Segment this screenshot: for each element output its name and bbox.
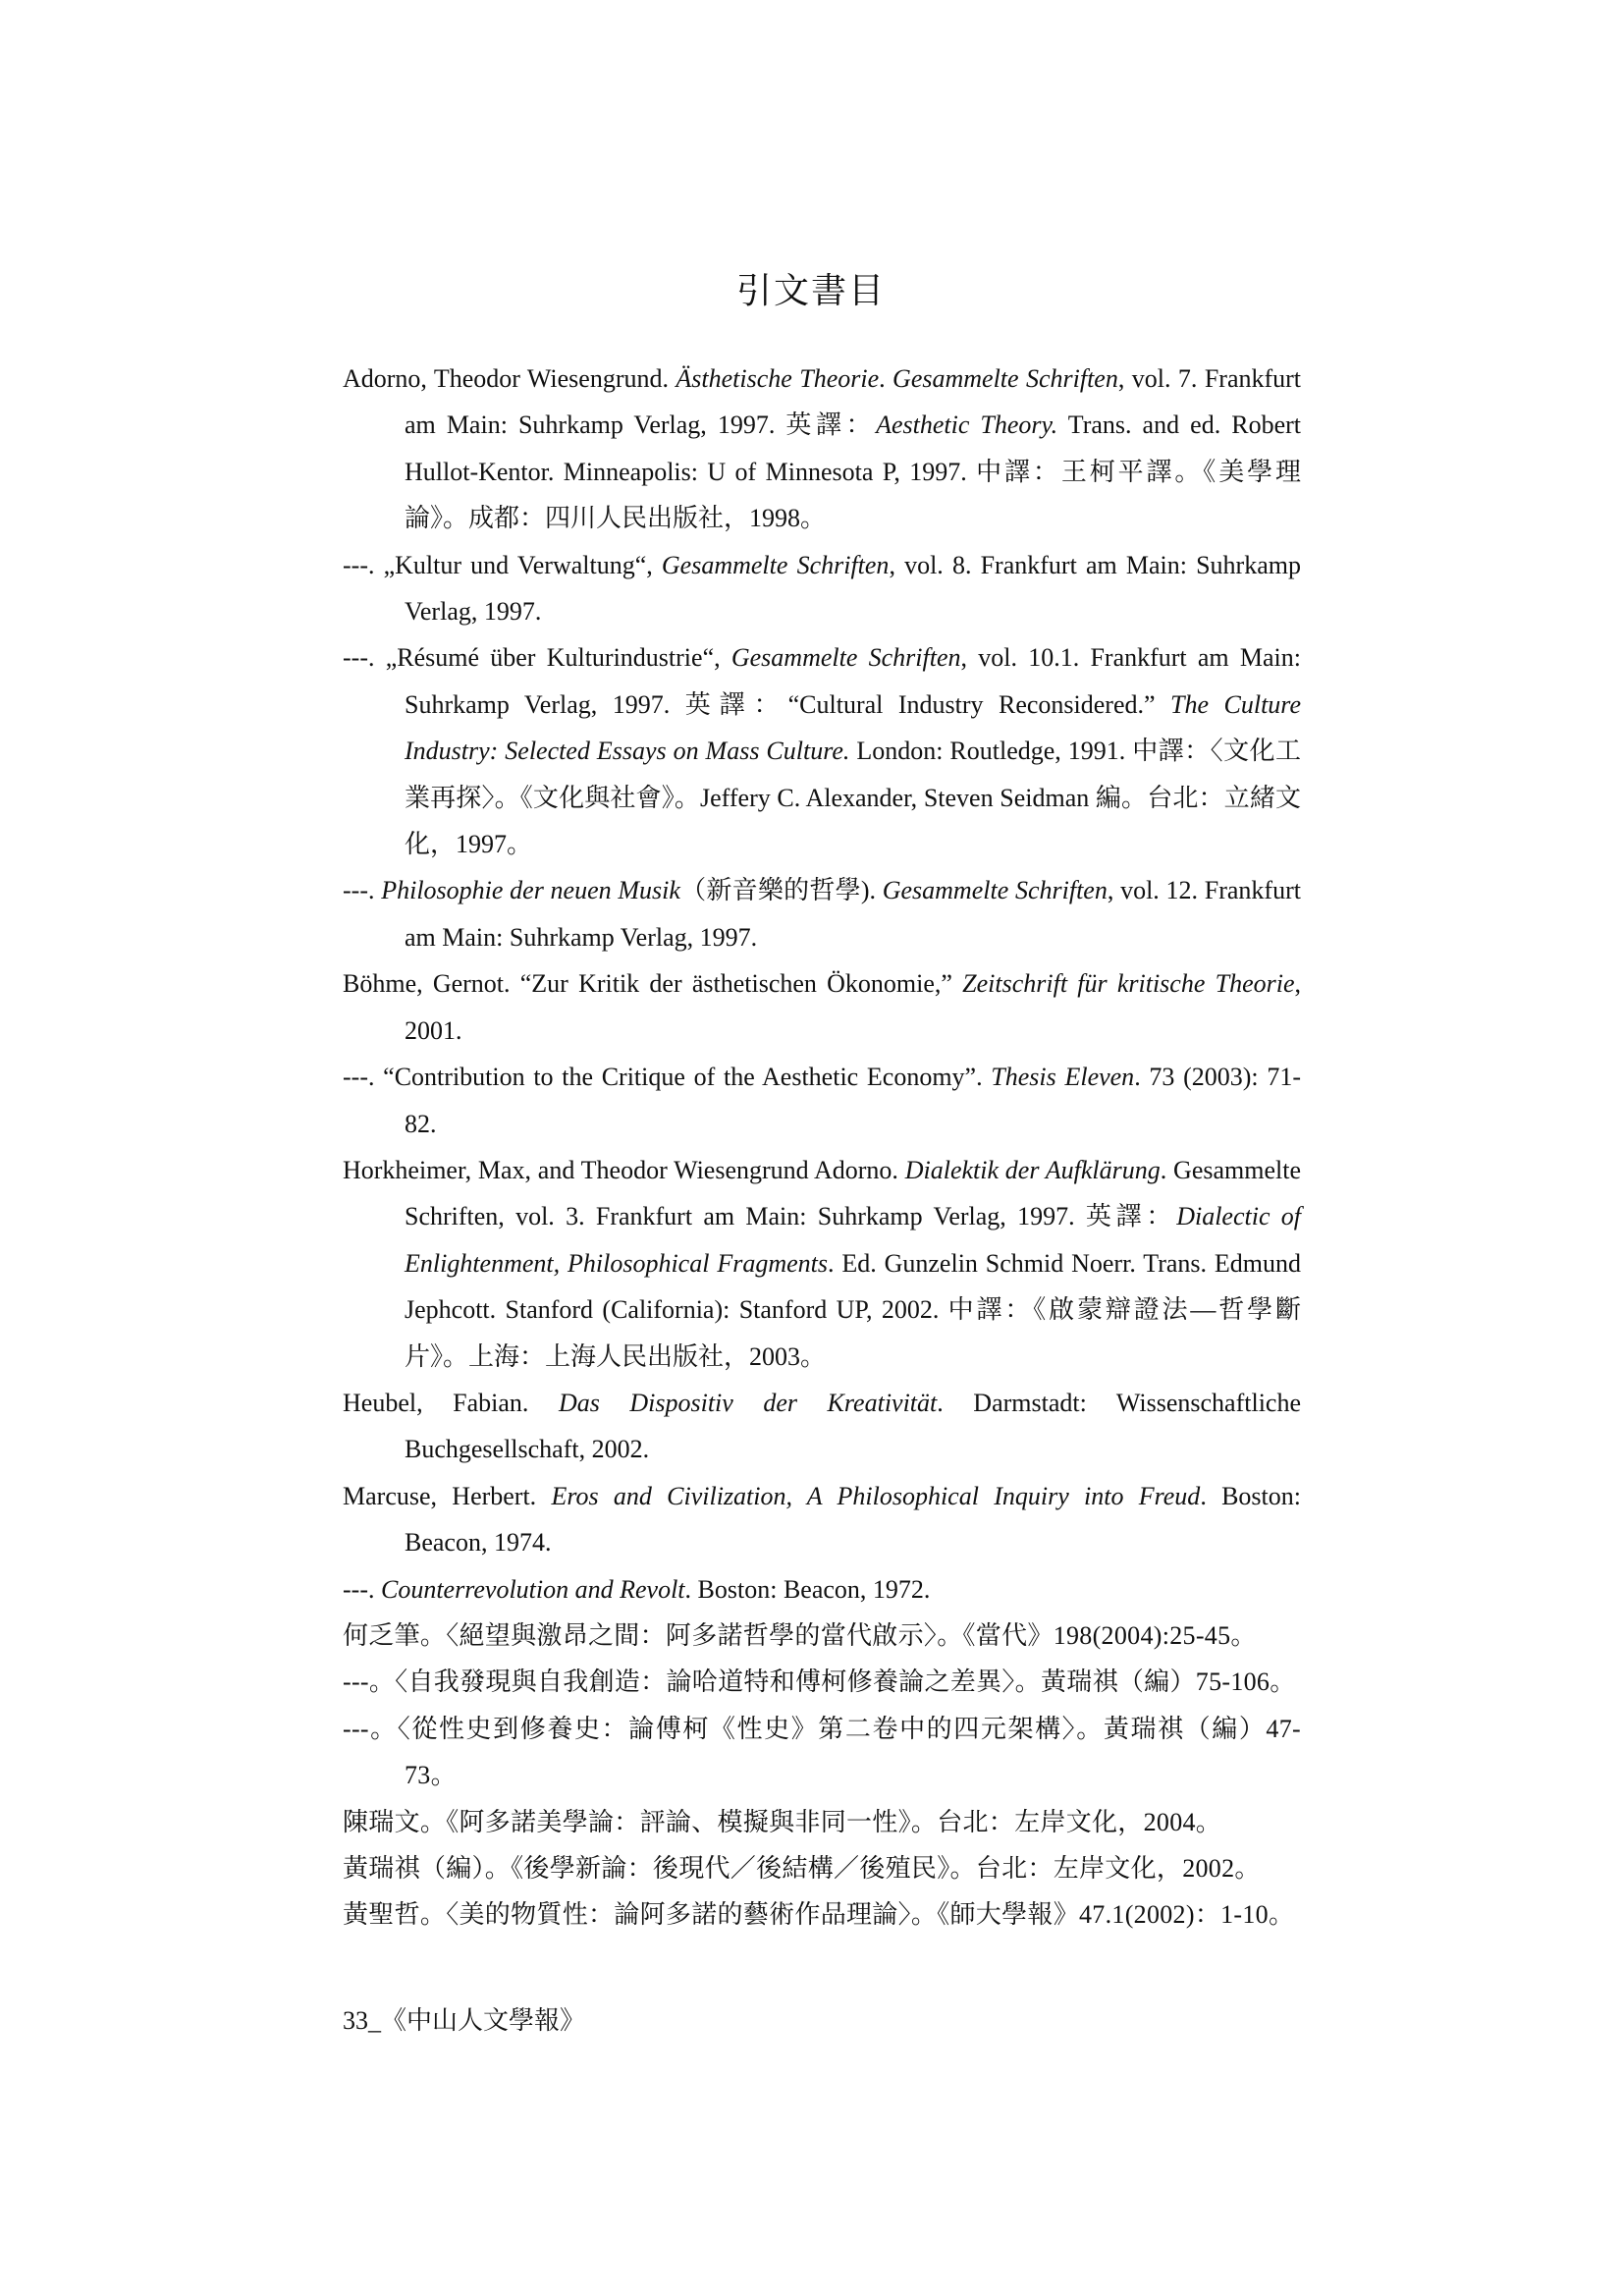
reference-text: 黃瑞祺（編）。《後學新論：後現代／後結構／後殖民》。台北：左岸文化，2002。	[343, 1854, 1261, 1883]
reference-entry	[343, 1706, 1301, 1799]
bibliography-list	[343, 355, 1301, 1939]
reference-title: Gesammelte Schriften	[730, 643, 961, 673]
reference-text: ---.	[343, 1574, 381, 1604]
reference-title: Dialektik der Aufklärung	[904, 1155, 1161, 1184]
reference-text: . Ed. Gunzelin Schmid Noerr. Trans. Edmund Jephcott. Stanford (California): Stanford UP, 2002. 中譯：《啟蒙辯證法—哲學斷片》。上海：上海人民出版社，2003。	[405, 1248, 1301, 1371]
reference-entry	[343, 1659, 1301, 1705]
reference-title: Gesammelte Schriften	[882, 876, 1108, 905]
reference-title: Aesthetic Theory.	[876, 410, 1058, 440]
reference-entry	[343, 1054, 1301, 1147]
reference-entry	[343, 1473, 1301, 1566]
reference-text: ---. “Contribution to the Critique of the Aesthetic Economy”.	[343, 1063, 992, 1092]
reference-title: Dialectic of Enlightenment, Philosophical Fragments	[405, 1202, 1301, 1278]
reference-text: Marcuse, Herbert.	[343, 1481, 552, 1510]
page-title: 引文書目	[735, 271, 886, 310]
reference-text: , vol. 7. Frankfurt am Main: Suhrkamp Verlag, 1997. 英譯：	[405, 364, 1302, 440]
reference-text: . 73 (2003): 71-82.	[405, 1063, 1301, 1138]
reference-entry	[343, 542, 1301, 635]
reference-entry	[343, 1799, 1301, 1845]
reference-text: . Boston: Beacon, 1974.	[405, 1481, 1301, 1558]
reference-entry	[343, 1566, 1301, 1613]
reference-entry	[343, 960, 1301, 1054]
reference-entry	[343, 355, 1301, 542]
reference-text: Heubel, Fabian.	[343, 1388, 559, 1417]
reference-text: ---.	[343, 876, 382, 905]
reference-text: Böhme, Gernot. “Zur Kritik der ästhetischen Ökonomie,”	[343, 969, 963, 999]
reference-title: Ästhetische Theorie	[676, 364, 880, 393]
reference-title: Philosophie der neuen Musik	[381, 876, 680, 905]
reference-title: Thesis Eleven	[991, 1063, 1135, 1092]
reference-entry	[343, 1380, 1301, 1473]
reference-entry	[343, 634, 1301, 867]
reference-text: 陳瑞文。《阿多諾美學論：評論、模擬與非同一性》。台北：左岸文化，2004。	[343, 1807, 1222, 1836]
reference-title: The Culture Industry: Selected Essays on Mass Culture.	[405, 689, 1301, 766]
reference-text: . Darmstadt: Wissenschaftliche Buchgesellschaft, 2002.	[405, 1388, 1302, 1464]
reference-text: ---。〈自我發現與自我創造：論哈道特和傅柯修養論之差異〉。黃瑞祺（編）75-106。	[343, 1667, 1296, 1697]
reference-text: 黃聖哲。〈美的物質性：論阿多諾的藝術作品理論〉。《師大學報》47.1(2002)：1-10。	[343, 1900, 1295, 1930]
reference-text: Trans. and ed. Robert Hullot-Kentor. Minneapolis: U of Minnesota P, 1997. 中譯：王柯平譯。《美學理論》。成都：四川人民出版社，1998。	[405, 410, 1302, 533]
reference-text: London: Routledge, 1991. 中譯：〈文化工業再探〉。《文化與社會》。Jeffery C. Alexander, Steven Seidman 編。台北：立緒文化，1997。	[405, 737, 1301, 859]
reference-title: Eros and Civilization, A Philosophical Inquiry into Freud	[551, 1481, 1201, 1510]
reference-title: Gesammelte Schriften	[892, 364, 1118, 393]
reference-title: Counterrevolution and Revolt	[380, 1574, 685, 1604]
reference-entry	[343, 1613, 1301, 1659]
reference-text: , 2001.	[405, 969, 1301, 1045]
reference-text: . Boston: Beacon, 1972.	[684, 1574, 931, 1604]
reference-title: Gesammelte Schriften	[661, 550, 890, 579]
reference-title: Zeitschrift für kritische Theorie	[962, 969, 1295, 999]
reference-text: Horkheimer, Max, and Theodor Wiesengrund Adorno.	[343, 1155, 905, 1184]
reference-title: Das Dispositiv der Kreativität	[558, 1388, 938, 1417]
reference-entry	[343, 1147, 1301, 1380]
reference-entry	[343, 867, 1301, 960]
reference-text: ---。〈從性史到修養史：論傅柯《性史》第二卷中的四元架構〉。黃瑞祺（編）47-73。	[343, 1714, 1301, 1790]
reference-text: （新音樂的哲學).	[679, 876, 883, 905]
reference-text: Adorno, Theodor Wiesengrund.	[343, 364, 676, 393]
reference-text: , vol. 8. Frankfurt am Main: Suhrkamp Verlag, 1997.	[405, 550, 1301, 627]
reference-text: ---. „Résumé über Kulturindustrie“,	[343, 643, 731, 673]
reference-entry	[343, 1891, 1301, 1938]
reference-text: , vol. 10.1. Frankfurt am Main: Suhrkamp Verlag, 1997. 英譯：“Cultural Industry Reconsidered.”	[405, 643, 1302, 719]
reference-text: .	[879, 364, 893, 393]
reference-entry	[343, 1845, 1301, 1891]
page-footer: 33_《中山人文學報》	[343, 2006, 586, 2035]
reference-text: ---. „Kultur und Verwaltung“,	[343, 550, 662, 579]
reference-text: . Gesammelte Schriften, vol. 3. Frankfurt am Main: Suhrkamp Verlag, 1997. 英譯：	[405, 1155, 1302, 1231]
reference-text: 何乏筆。〈絕望與激昂之間：阿多諾哲學的當代啟示〉。《當代》198(2004):25-45。	[343, 1620, 1257, 1650]
reference-text: , vol. 12. Frankfurt am Main: Suhrkamp Verlag, 1997.	[405, 876, 1301, 952]
